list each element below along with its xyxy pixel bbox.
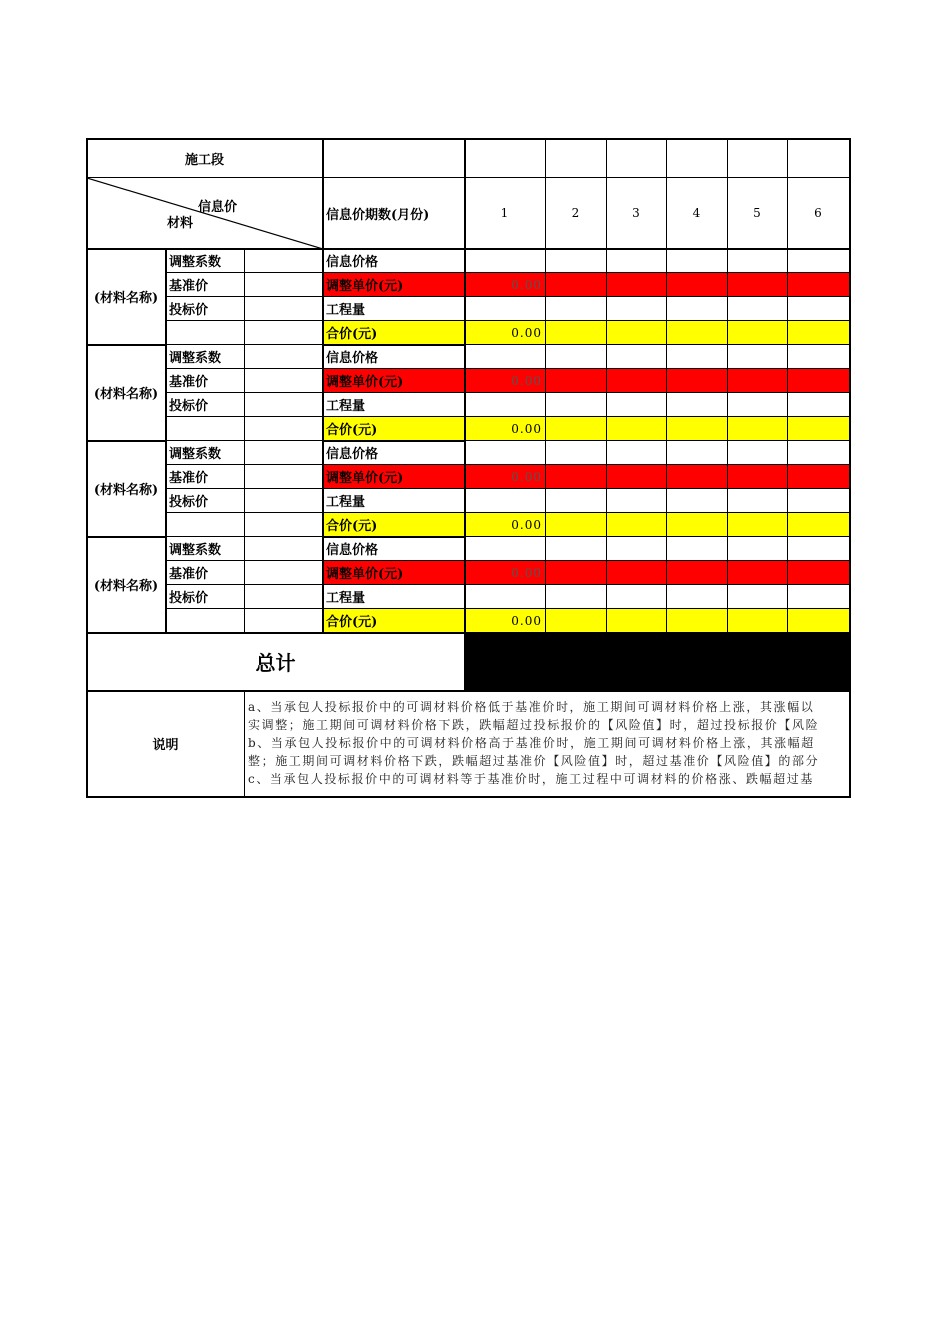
month-value-cell[interactable] bbox=[465, 489, 546, 513]
month-value-cell[interactable] bbox=[728, 297, 788, 321]
notes-label: 说明 bbox=[87, 691, 245, 797]
month-value-cell[interactable] bbox=[546, 393, 607, 417]
month-value-cell[interactable] bbox=[788, 321, 850, 345]
month-header-6: 6 bbox=[788, 178, 850, 249]
material-name-cell[interactable]: (材料名称) bbox=[87, 441, 166, 537]
param-value-3[interactable] bbox=[245, 393, 323, 417]
grand-total-value bbox=[465, 633, 850, 691]
month-value-cell[interactable] bbox=[607, 345, 667, 369]
month-header-5: 5 bbox=[728, 178, 788, 249]
month-value-cell[interactable] bbox=[667, 537, 728, 561]
month-value-cell[interactable] bbox=[607, 321, 667, 345]
row-label-1: 信息价格 bbox=[323, 441, 465, 465]
diag-top-label: 信息价 bbox=[198, 200, 238, 215]
note-line: b、当承包人投标报价中的可调材料价格高于基准价时，施工期间可调材料价格上涨，其涨幅超 bbox=[248, 736, 815, 750]
month-value-cell[interactable] bbox=[788, 441, 850, 465]
month-value-cell[interactable]: 0.00 bbox=[465, 609, 546, 633]
month-value-cell[interactable] bbox=[728, 489, 788, 513]
month-value-cell[interactable] bbox=[607, 297, 667, 321]
param-value-1[interactable] bbox=[245, 345, 323, 369]
month-value-cell[interactable] bbox=[465, 249, 546, 273]
diag-bottom-label: 材料 bbox=[167, 216, 194, 231]
month-value-cell[interactable] bbox=[546, 273, 607, 297]
row-label-1: 信息价格 bbox=[323, 345, 465, 369]
month-value-cell[interactable] bbox=[667, 561, 728, 585]
note-line: a、当承包人投标报价中的可调材料价格低于基准价时，施工期间可调材料价格上涨，其涨幅以 bbox=[248, 700, 815, 714]
row-label-2: 调整单价(元) bbox=[323, 561, 465, 585]
stage-month-cell-2[interactable] bbox=[546, 139, 607, 178]
month-value-cell[interactable] bbox=[465, 441, 546, 465]
param-value-1[interactable] bbox=[245, 441, 323, 465]
month-value-cell[interactable] bbox=[607, 609, 667, 633]
param-value-2[interactable] bbox=[245, 273, 323, 297]
grand-total-label: 总计 bbox=[87, 633, 465, 691]
param-label-1: 调整系数 bbox=[166, 441, 245, 465]
row-label-2: 调整单价(元) bbox=[323, 369, 465, 393]
month-value-cell[interactable] bbox=[788, 465, 850, 489]
material-name-cell[interactable]: (材料名称) bbox=[87, 537, 166, 633]
month-value-cell[interactable] bbox=[546, 417, 607, 441]
row-label-2: 调整单价(元) bbox=[323, 465, 465, 489]
month-value-cell[interactable] bbox=[546, 561, 607, 585]
month-value-cell[interactable] bbox=[667, 417, 728, 441]
month-value-cell[interactable] bbox=[788, 417, 850, 441]
month-value-cell[interactable] bbox=[667, 585, 728, 609]
month-value-cell[interactable] bbox=[788, 561, 850, 585]
param-value-1[interactable] bbox=[245, 249, 323, 273]
month-value-cell[interactable] bbox=[728, 273, 788, 297]
month-value-cell[interactable]: 0.00 bbox=[465, 561, 546, 585]
month-value-cell[interactable]: 0.00 bbox=[465, 321, 546, 345]
month-value-cell[interactable] bbox=[667, 441, 728, 465]
row-label-3: 工程量 bbox=[323, 297, 465, 321]
month-value-cell[interactable] bbox=[728, 441, 788, 465]
month-value-cell[interactable] bbox=[728, 609, 788, 633]
month-value-cell[interactable] bbox=[728, 585, 788, 609]
month-header-3: 3 bbox=[607, 178, 667, 249]
param-label-empty bbox=[166, 513, 245, 537]
param-label-2: 基准价 bbox=[166, 561, 245, 585]
month-value-cell[interactable] bbox=[607, 489, 667, 513]
param-label-2: 基准价 bbox=[166, 465, 245, 489]
month-value-cell[interactable] bbox=[607, 369, 667, 393]
month-value-cell[interactable] bbox=[728, 393, 788, 417]
month-value-cell[interactable] bbox=[788, 585, 850, 609]
month-value-cell[interactable] bbox=[667, 465, 728, 489]
month-value-cell[interactable] bbox=[607, 465, 667, 489]
row-label-2: 调整单价(元) bbox=[323, 273, 465, 297]
param-label-2: 基准价 bbox=[166, 369, 245, 393]
month-value-cell[interactable] bbox=[728, 537, 788, 561]
stage-month-cell-1[interactable] bbox=[465, 139, 546, 178]
month-value-cell[interactable] bbox=[728, 321, 788, 345]
month-value-cell[interactable] bbox=[546, 345, 607, 369]
month-value-cell[interactable] bbox=[788, 489, 850, 513]
month-header-2: 2 bbox=[546, 178, 607, 249]
month-value-cell[interactable] bbox=[546, 465, 607, 489]
row-label-3: 工程量 bbox=[323, 393, 465, 417]
row-label-4: 合价(元) bbox=[323, 417, 465, 441]
month-value-cell[interactable]: 0.00 bbox=[465, 273, 546, 297]
month-value-cell[interactable] bbox=[546, 369, 607, 393]
month-value-cell[interactable] bbox=[788, 609, 850, 633]
month-value-cell[interactable] bbox=[465, 345, 546, 369]
month-value-cell[interactable] bbox=[728, 465, 788, 489]
param-value-1[interactable] bbox=[245, 537, 323, 561]
param-label-1: 调整系数 bbox=[166, 249, 245, 273]
month-value-cell[interactable] bbox=[788, 273, 850, 297]
period-label-cell: 信息价期数(月份) bbox=[323, 178, 465, 249]
month-value-cell[interactable]: 0.00 bbox=[465, 513, 546, 537]
month-value-cell[interactable] bbox=[667, 321, 728, 345]
month-value-cell[interactable] bbox=[728, 561, 788, 585]
month-value-cell[interactable] bbox=[667, 489, 728, 513]
month-value-cell[interactable] bbox=[607, 585, 667, 609]
material-name-cell[interactable]: (材料名称) bbox=[87, 249, 166, 345]
stage-month-cell-3[interactable] bbox=[607, 139, 667, 178]
stage-month-cell-6[interactable] bbox=[788, 139, 850, 178]
month-value-cell[interactable] bbox=[667, 249, 728, 273]
month-value-cell[interactable] bbox=[607, 273, 667, 297]
notes-text bbox=[245, 691, 850, 797]
stage-name-cell[interactable] bbox=[323, 139, 465, 178]
price-adjustment-sheet bbox=[87, 139, 850, 797]
month-value-cell[interactable] bbox=[667, 369, 728, 393]
month-value-cell[interactable] bbox=[546, 537, 607, 561]
month-value-cell[interactable] bbox=[788, 249, 850, 273]
month-value-cell[interactable] bbox=[546, 513, 607, 537]
month-value-cell[interactable] bbox=[546, 249, 607, 273]
param-label-3: 投标价 bbox=[166, 585, 245, 609]
param-value-3[interactable] bbox=[245, 585, 323, 609]
param-label-1: 调整系数 bbox=[166, 537, 245, 561]
param-label-2: 基准价 bbox=[166, 273, 245, 297]
month-value-cell[interactable] bbox=[788, 513, 850, 537]
param-label-3: 投标价 bbox=[166, 393, 245, 417]
month-value-cell[interactable] bbox=[546, 585, 607, 609]
month-value-cell[interactable]: 0.00 bbox=[465, 369, 546, 393]
month-value-cell[interactable] bbox=[465, 585, 546, 609]
month-value-cell[interactable] bbox=[667, 609, 728, 633]
month-value-cell[interactable] bbox=[607, 561, 667, 585]
month-value-cell[interactable]: 0.00 bbox=[465, 417, 546, 441]
month-value-cell[interactable] bbox=[667, 297, 728, 321]
param-value-empty[interactable] bbox=[245, 609, 323, 633]
month-value-cell[interactable] bbox=[607, 393, 667, 417]
param-label-3: 投标价 bbox=[166, 489, 245, 513]
param-value-2[interactable] bbox=[245, 465, 323, 489]
month-value-cell[interactable] bbox=[546, 321, 607, 345]
row-label-3: 工程量 bbox=[323, 489, 465, 513]
note-line: 实调整；施工期间可调材料价格下跌，跌幅超过投标报价的【风险值】时，超过投标报价【风险 bbox=[248, 718, 820, 732]
month-value-cell[interactable] bbox=[728, 369, 788, 393]
month-value-cell[interactable] bbox=[607, 537, 667, 561]
month-value-cell[interactable] bbox=[546, 609, 607, 633]
row-label-4: 合价(元) bbox=[323, 609, 465, 633]
month-value-cell[interactable] bbox=[788, 393, 850, 417]
param-label-empty bbox=[166, 609, 245, 633]
param-label-empty bbox=[166, 417, 245, 441]
month-value-cell[interactable] bbox=[546, 297, 607, 321]
material-name-cell[interactable]: (材料名称) bbox=[87, 345, 166, 441]
month-value-cell[interactable] bbox=[728, 513, 788, 537]
month-header-1: 1 bbox=[465, 178, 546, 249]
month-value-cell[interactable] bbox=[607, 513, 667, 537]
month-value-cell[interactable] bbox=[667, 345, 728, 369]
row-label-4: 合价(元) bbox=[323, 513, 465, 537]
month-value-cell[interactable]: 0.00 bbox=[465, 465, 546, 489]
param-value-empty[interactable] bbox=[245, 417, 323, 441]
month-value-cell[interactable] bbox=[546, 489, 607, 513]
month-value-cell[interactable] bbox=[788, 297, 850, 321]
stage-month-cell-5[interactable] bbox=[728, 139, 788, 178]
month-value-cell[interactable] bbox=[465, 297, 546, 321]
month-header-4: 4 bbox=[667, 178, 728, 249]
month-value-cell[interactable] bbox=[607, 441, 667, 465]
param-value-2[interactable] bbox=[245, 369, 323, 393]
month-value-cell[interactable] bbox=[728, 345, 788, 369]
param-value-2[interactable] bbox=[245, 561, 323, 585]
param-value-3[interactable] bbox=[245, 489, 323, 513]
param-value-empty[interactable] bbox=[245, 513, 323, 537]
month-value-cell[interactable] bbox=[607, 249, 667, 273]
diagonal-header-cell bbox=[87, 178, 323, 249]
month-value-cell[interactable] bbox=[788, 345, 850, 369]
note-line: c、当承包人投标报价中的可调材料等于基准价时，施工过程中可调材料的价格涨、跌幅超过基 bbox=[248, 772, 814, 786]
month-value-cell[interactable] bbox=[788, 369, 850, 393]
stage-month-cell-4[interactable] bbox=[667, 139, 728, 178]
month-value-cell[interactable] bbox=[465, 393, 546, 417]
month-value-cell[interactable] bbox=[728, 249, 788, 273]
row-label-3: 工程量 bbox=[323, 585, 465, 609]
param-label-3: 投标价 bbox=[166, 297, 245, 321]
month-value-cell[interactable] bbox=[667, 273, 728, 297]
param-label-1: 调整系数 bbox=[166, 345, 245, 369]
param-value-empty[interactable] bbox=[245, 321, 323, 345]
row-label-4: 合价(元) bbox=[323, 321, 465, 345]
param-value-3[interactable] bbox=[245, 297, 323, 321]
month-value-cell[interactable] bbox=[728, 417, 788, 441]
month-value-cell[interactable] bbox=[788, 537, 850, 561]
month-value-cell[interactable] bbox=[607, 417, 667, 441]
month-value-cell[interactable] bbox=[465, 537, 546, 561]
month-value-cell[interactable] bbox=[667, 513, 728, 537]
row-label-1: 信息价格 bbox=[323, 249, 465, 273]
row-label-1: 信息价格 bbox=[323, 537, 465, 561]
note-line: 整；施工期间可调材料价格下跌，跌幅超过基准价【风险值】时，超过基准价【风险值】的部分 bbox=[248, 754, 820, 768]
month-value-cell[interactable] bbox=[546, 441, 607, 465]
month-value-cell[interactable] bbox=[667, 393, 728, 417]
stage-label-cell: 施工段 bbox=[87, 139, 323, 178]
param-label-empty bbox=[166, 321, 245, 345]
